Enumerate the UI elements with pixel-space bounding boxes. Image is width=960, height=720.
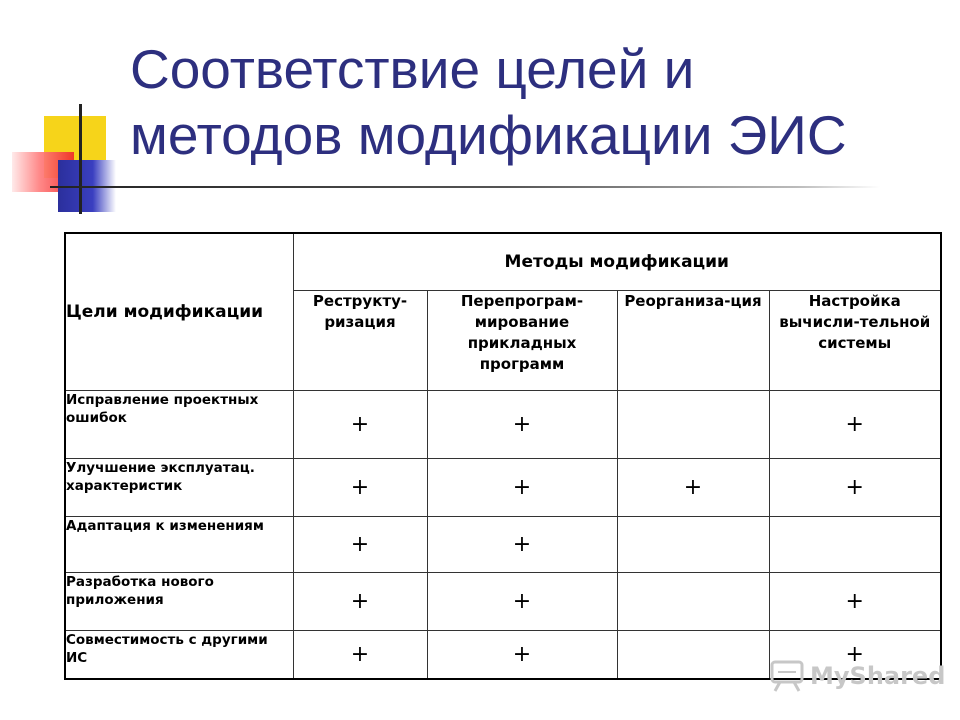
title-underline [50,186,880,188]
mark-cell [617,391,769,459]
goals-header: Цели модификации [65,233,293,391]
row-goal-label: Улучшение эксплуатац. характеристик [65,459,293,517]
row-goal-label: Исправление проектных ошибок [65,391,293,459]
mark-cell [617,517,769,573]
mark-cell: + [427,573,617,631]
vertical-rule [79,104,82,214]
table-row [65,391,941,459]
mark-cell: + [769,391,941,459]
mark-cell: + [427,631,617,679]
goals-methods-table [64,232,942,680]
table-row [65,517,941,573]
mark-cell: + [293,391,427,459]
presentation-board-icon [770,659,806,693]
mark-cell: + [769,459,941,517]
column-header: Перепрограм-мирование прикладных программ [427,291,617,391]
decorative-logo-squares [0,0,140,230]
table-row [65,459,941,517]
mark-cell: + [293,517,427,573]
mark-cell [617,573,769,631]
row-goal-label: Совместимость с другими ИС [65,631,293,679]
mark-cell: + [293,573,427,631]
mark-cell: + [769,573,941,631]
row-goal-label: Адаптация к изменениям [65,517,293,573]
mark-cell: + [427,459,617,517]
column-header: Настройка вычисли-тельной системы [769,291,941,391]
mark-cell: + [293,459,427,517]
mark-cell [617,631,769,679]
watermark-text: MyShared [810,662,946,690]
slide-title [130,36,930,168]
row-goal-label: Разработка нового приложения [65,573,293,631]
methods-header: Методы модификации [293,233,941,291]
mark-cell: + [617,459,769,517]
table-header-row [65,233,941,291]
mark-cell [769,517,941,573]
mark-cell: + [427,391,617,459]
column-header: Реструкту-ризация [293,291,427,391]
slide-title-line-1: Соответствие целей и [130,38,695,100]
mark-cell: + [427,517,617,573]
mark-cell: + [293,631,427,679]
column-header: Реорганиза-ция [617,291,769,391]
table-row [65,573,941,631]
myshared-watermark [770,656,945,696]
mark-cell: + [769,631,941,679]
slide-title-line-2: методов модификации ЭИС [130,104,847,166]
